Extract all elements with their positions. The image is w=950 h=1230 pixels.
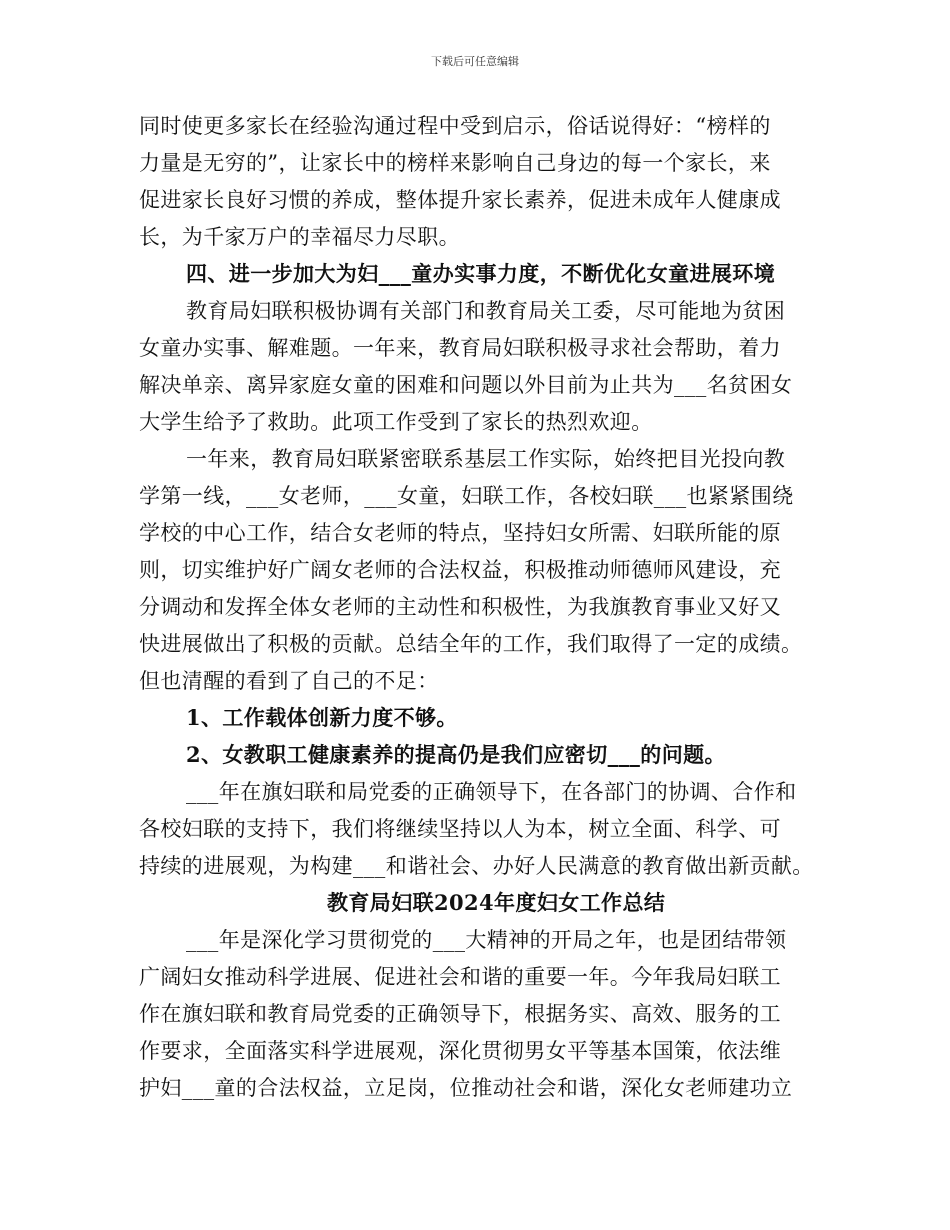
- body-line: 女童办实事、解难题。一年来，教育局妇联积极寻求社会帮助，着力: [139, 336, 781, 360]
- body-line: 大学生给予了救助。此项工作受到了家长的热烈欢迎。: [139, 410, 653, 434]
- body-line: 长，为千家万户的幸福尽力尽职。: [139, 225, 460, 249]
- body-line: 一年来，教育局妇联紧密联系基层工作实际，始终把目光投向教: [186, 447, 786, 471]
- body-line: 教育局妇联积极协调有关部门和教育局关工委，尽可能地为贫困: [186, 299, 786, 323]
- document-title: 教育局妇联2024年度妇女工作总结: [327, 890, 666, 915]
- body-line: 解决单亲、离异家庭女童的困难和问题以外目前为止共为___名贫困女: [139, 373, 793, 397]
- body-line: 但也清醒的看到了自己的不足：: [139, 669, 439, 693]
- body-line: 学第一线，___女老师，___女童，妇联工作，各校妇联___也紧紧围绕: [139, 484, 794, 508]
- body-line: 同时使更多家长在经验沟通过程中受到启示，俗话说得好：“榜样的: [139, 114, 771, 138]
- body-line: ___年在旗妇联和局党委的正确领导下，在各部门的协调、合作和: [186, 780, 797, 804]
- body-line: 作要求，全面落实科学进展观，深化贯彻男女平等基本国策，依法维: [139, 1039, 781, 1063]
- body-line: 持续的进展观，为构建___和谐社会、办好人民满意的教育做出新贡献。: [139, 854, 814, 878]
- body-line: 分调动和发挥全体女老师的主动性和积极性，为我旗教育事业又好又: [139, 595, 781, 619]
- body-line: 护妇___童的合法权益，立足岗，位推动社会和谐，深化女老师建功立: [139, 1076, 793, 1100]
- body-line: 力量是无穷的”，让家长中的榜样来影响自己身边的每一个家长，来: [139, 151, 771, 175]
- body-line: 促进家长良好习惯的养成，整体提升家长素养，促进未成年人健康成: [139, 188, 781, 212]
- list-item: 2、女教职工健康素养的提高仍是我们应密切___的问题。: [186, 742, 726, 767]
- body-line: 广阔妇女推动科学进展、促进社会和谐的重要一年。今年我局妇联工: [139, 965, 781, 989]
- page-header: 下载后可任意编辑: [431, 55, 519, 68]
- body-line: 则，切实维护好广阔女老师的合法权益，积极推动师德师风建设，充: [139, 558, 781, 582]
- body-line: 作在旗妇联和教育局党委的正确领导下，根据务实、高效、服务的工: [139, 1002, 781, 1026]
- body-line: 快进展做出了积极的贡献。总结全年的工作，我们取得了一定的成绩。: [139, 632, 803, 656]
- list-item: 1、工作载体创新力度不够。: [186, 705, 458, 730]
- body-line: ___年是深化学习贯彻党的___大精神的开局之年，也是团结带领: [186, 928, 787, 952]
- body-line: 各校妇联的支持下，我们将继续坚持以人为本，树立全面、科学、可: [139, 817, 781, 841]
- body-line: 学校的中心工作，结合女老师的特点，坚持妇女所需、妇联所能的原: [139, 521, 781, 545]
- section-heading: 四、进一步加大为妇___童办实事力度，不断优化女童进展环境: [186, 261, 776, 286]
